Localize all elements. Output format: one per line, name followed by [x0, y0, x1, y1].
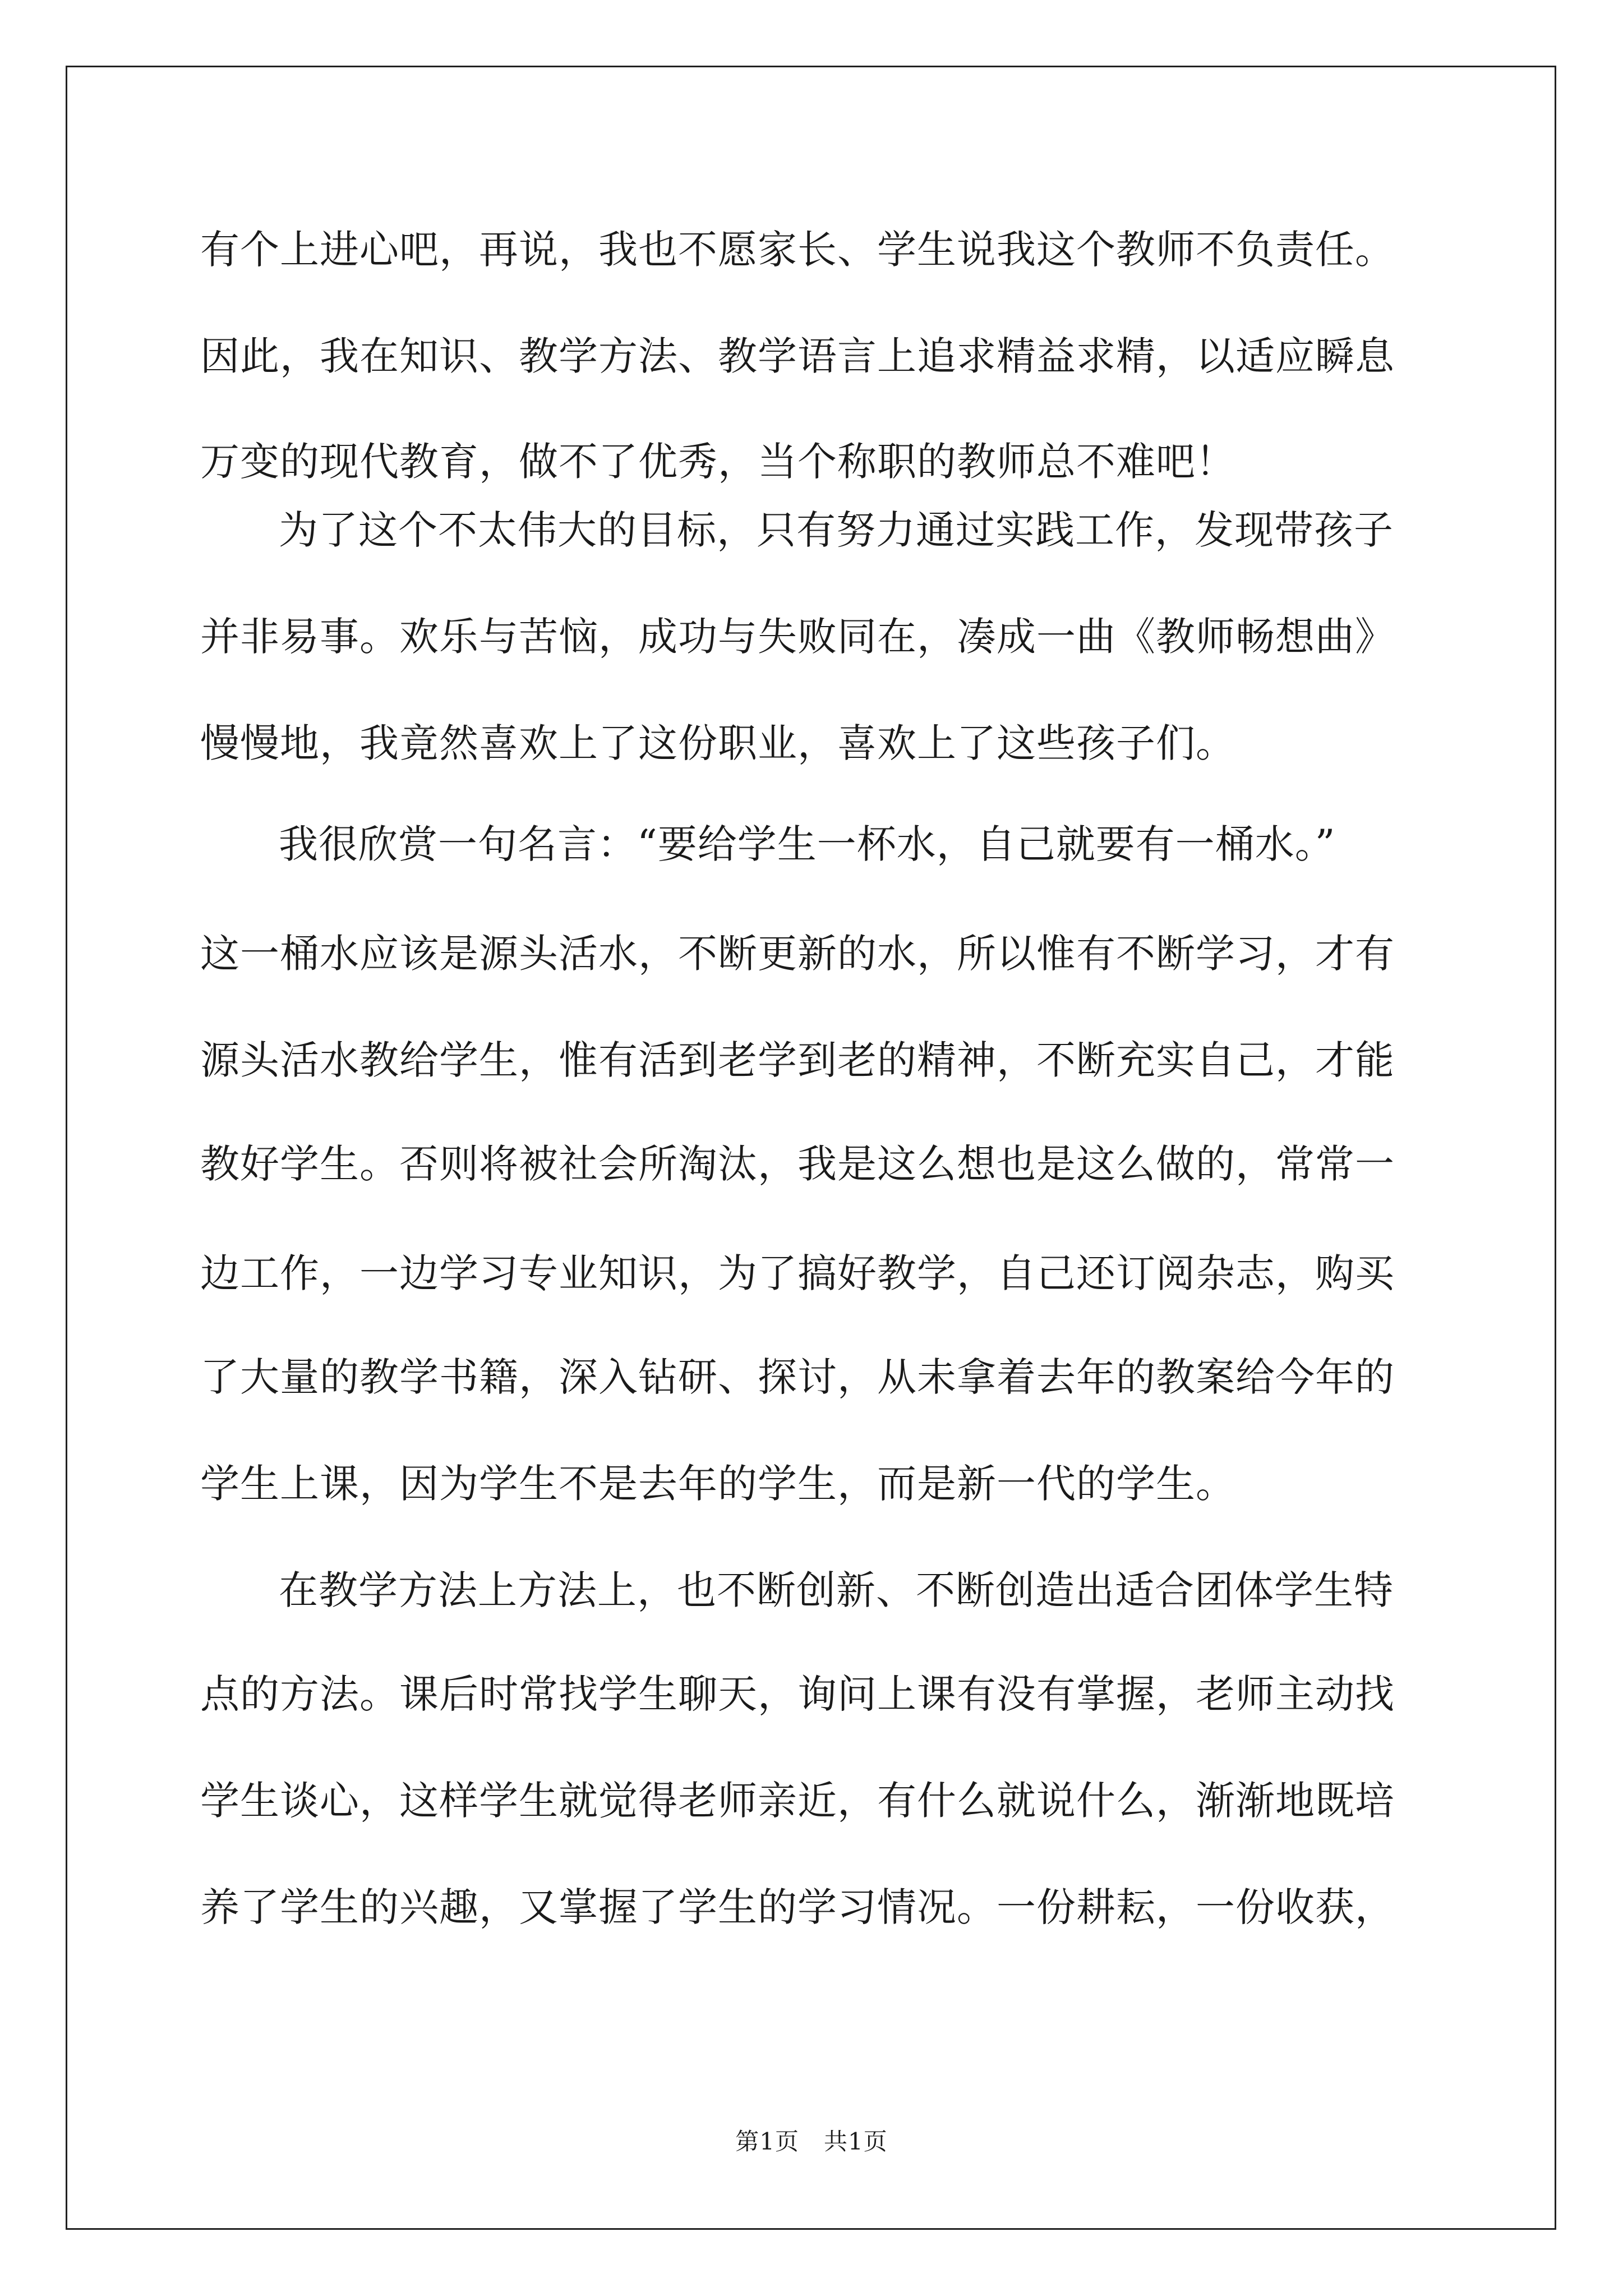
paragraph-start-line: 在教学方法上方法上，也不断创新、不断创造出适合团体学生特: [279, 1567, 1394, 1613]
page-number: 第1页: [735, 2128, 799, 2155]
body-line: 边工作，一边学习专业知识，为了搞好教学，自己还订阅杂志，购买: [200, 1250, 1395, 1296]
body-line: 点的方法。课后时常找学生聊天，询问上课有没有掌握，老师主动找: [200, 1671, 1395, 1717]
body-line: 了大量的教学书籍，深入钻研、探讨，从未拿着去年的教案给今年的: [200, 1354, 1395, 1400]
body-line: 因此，我在知识、教学方法、教学语言上追求精益求精，以适应瞬息: [200, 333, 1395, 379]
body-line: 并非易事。欢乐与苦恼，成功与失败同在，凑成一曲《教师畅想曲》: [200, 614, 1395, 660]
paragraph-start-line: 我很欣赏一句名言：“要给学生一杯水，自己就要有一桶水。”: [279, 821, 1336, 867]
body-line: 源头活水教给学生，惟有活到老学到老的精神，不断充实自己，才能: [200, 1037, 1395, 1083]
body-line: 万变的现代教育，做不了优秀，当个称职的教师总不难吧！: [200, 439, 1235, 485]
page-footer: [0, 2126, 1623, 2157]
paragraph-start-line: 为了这个不太伟大的目标，只有努力通过实践工作，发现带孩子: [279, 507, 1394, 553]
body-line: 教好学生。否则将被社会所淘汰，我是这么想也是这么做的，常常一: [200, 1141, 1395, 1187]
body-line: 养了学生的兴趣，又掌握了学生的学习情况。一份耕耘，一份收获，: [200, 1884, 1395, 1930]
body-line: 学生谈心，这样学生就觉得老师亲近，有什么就说什么，渐渐地既培: [200, 1778, 1395, 1824]
body-line: 学生上课，因为学生不是去年的学生，而是新一代的学生。: [200, 1461, 1235, 1507]
body-line: 有个上进心吧，再说，我也不愿家长、学生说我这个教师不负责任。: [200, 227, 1395, 273]
page-total: 共1页: [824, 2128, 888, 2155]
body-line: 慢慢地，我竟然喜欢上了这份职业，喜欢上了这些孩子们。: [200, 720, 1235, 766]
body-line: 这一桶水应该是源头活水，不断更新的水，所以惟有不断学习，才有: [200, 931, 1395, 977]
